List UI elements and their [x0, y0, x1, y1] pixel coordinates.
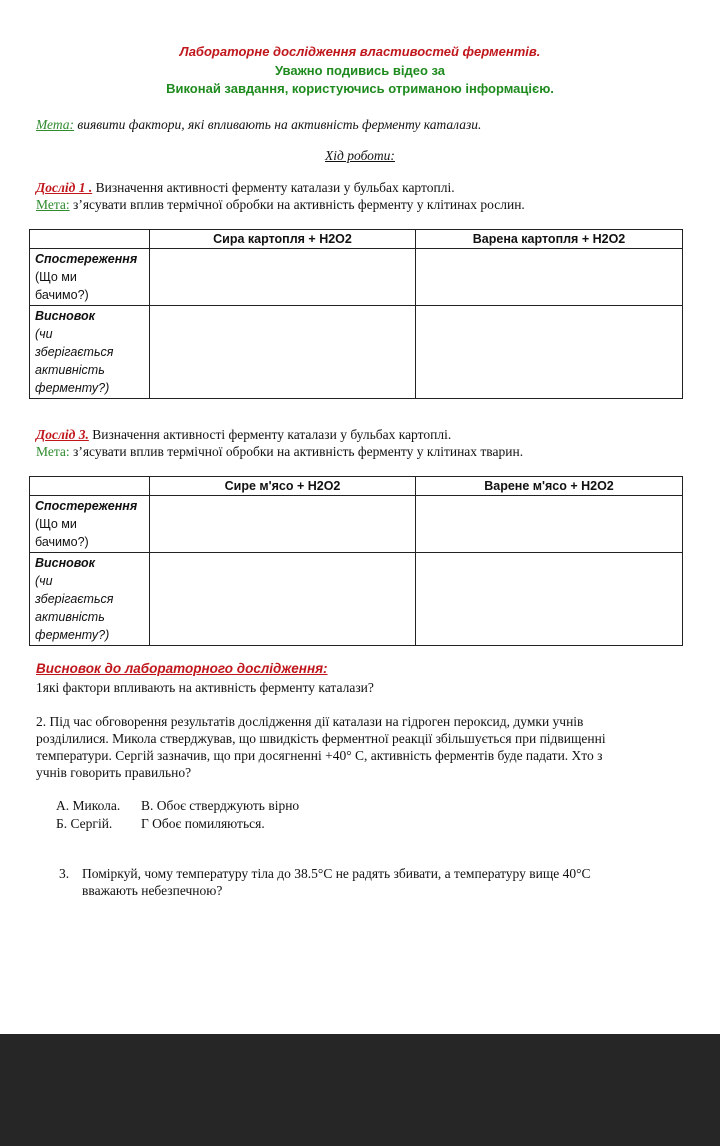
table3-cell-boiled-observation[interactable]: [416, 496, 683, 553]
option-a[interactable]: А. Микола.: [56, 798, 121, 813]
table1-cell-boiled-conclusion[interactable]: [416, 306, 683, 399]
table1-corner: [30, 230, 150, 249]
experiment1-title: Визначення активності ферменту каталази у бульбах картоплі.: [92, 180, 455, 195]
experiment3-heading: [36, 427, 451, 443]
table3-corner: [30, 477, 150, 496]
experiment3-title: Визначення активності ферменту каталази у бульбах картоплі.: [88, 427, 452, 442]
row-title: Спостереження: [35, 252, 138, 266]
experiment1-heading: [36, 180, 455, 196]
row-hint: зберігається: [35, 345, 114, 359]
table3-row-observation-label: [30, 496, 150, 553]
experiment3-goal: [36, 444, 523, 460]
table1-row-conclusion-label: [30, 306, 150, 399]
conclusion-title: Висновок до лабораторного дослідження:: [36, 661, 328, 676]
question-2-line-4: учнів говорить правильно?: [36, 765, 192, 780]
procedure-title-text: Хід роботи:: [325, 148, 395, 163]
question-2-line-2: розділилися. Микола стверджував, що швидкість ферментної реакції збільшується при підвищенні: [36, 731, 606, 746]
question-1: 1які фактори впливають на активність ферменту каталази?: [36, 680, 374, 695]
question-2-line-1: 2. Під час обговорення результатів дослідження дії каталази на гідроген пероксид, думки учнів: [36, 714, 584, 729]
doc-title: Лабораторне дослідження властивостей ферментів.: [179, 44, 541, 59]
experiment3-goal-text: з’ясувати вплив термічної обробки на активність ферменту у клітинах тварин.: [69, 444, 524, 459]
row-hint: (Що ми: [35, 270, 77, 284]
row-hint: (Що ми: [35, 517, 77, 531]
goal-line: [36, 117, 481, 133]
option-g[interactable]: Г Обоє помиляються.: [141, 816, 265, 831]
row-hint: (чи: [35, 574, 53, 588]
experiment3-label: Дослід 3.: [36, 427, 89, 442]
row-hint: бачимо?): [35, 535, 89, 549]
table3-cell-raw-observation[interactable]: [150, 496, 416, 553]
experiment1-goal-text: з’ясувати вплив термічної обробки на активність ферменту у клітинах рослин.: [69, 197, 525, 212]
row-hint: бачимо?): [35, 288, 89, 302]
doc-subtitle-video: Уважно подивись відео за: [274, 63, 446, 78]
question-3-line-1: Поміркуй, чому температуру тіла до 38.5°С не радять збивати, а температуру вище 40°С: [82, 866, 591, 881]
table1-col-raw: Сира картопля + H2O2: [150, 230, 416, 249]
bottom-dark-band: [0, 1034, 720, 1146]
table1-col-boiled: Варена картопля + H2O2: [416, 230, 683, 249]
table3-cell-raw-conclusion[interactable]: [150, 553, 416, 646]
goal-text: виявити фактори, які впливають на активність ферменту каталази.: [74, 117, 482, 132]
question-3-line-2: вважають небезпечною?: [82, 883, 223, 898]
row-hint: ферменту?): [35, 381, 110, 395]
doc-subtitle-task: Виконай завдання, користуючись отриманою інформацією.: [166, 81, 554, 96]
table3-cell-boiled-conclusion[interactable]: [416, 553, 683, 646]
procedure-title: [0, 148, 720, 164]
row-title: Висновок: [35, 556, 96, 570]
row-title: Висновок: [35, 309, 96, 323]
table3-col-raw: Сире м'ясо + H2O2: [150, 477, 416, 496]
experiment1-goal-label: Мета:: [36, 197, 70, 212]
question-2-line-3: температури. Сергій зазначив, що при досягненні +40° С, активність ферментів буде падати. Хто з: [36, 748, 603, 763]
question-3-number: 3.: [59, 866, 70, 881]
row-hint: активність: [35, 363, 105, 377]
table1-cell-raw-conclusion[interactable]: [150, 306, 416, 399]
experiment1-label: Дослід 1 .: [36, 180, 93, 195]
goal-label: Мета:: [36, 117, 75, 132]
row-hint: (чи: [35, 327, 53, 341]
option-v[interactable]: В. Обоє стверджують вірно: [141, 798, 300, 813]
table3-col-boiled: Варене м'ясо + H2O2: [416, 477, 683, 496]
option-b[interactable]: Б. Сергій.: [56, 816, 113, 831]
row-title: Спостереження: [35, 499, 138, 513]
experiment3-table: [29, 476, 683, 646]
experiment1-table: [29, 229, 683, 399]
experiment1-goal: [36, 197, 525, 213]
experiment3-goal-label: Мета:: [36, 444, 70, 459]
table1-row-observation-label: [30, 249, 150, 306]
row-hint: ферменту?): [35, 628, 110, 642]
table3-row-conclusion-label: [30, 553, 150, 646]
row-hint: активність: [35, 610, 105, 624]
row-hint: зберігається: [35, 592, 114, 606]
table1-cell-boiled-observation[interactable]: [416, 249, 683, 306]
table1-cell-raw-observation[interactable]: [150, 249, 416, 306]
